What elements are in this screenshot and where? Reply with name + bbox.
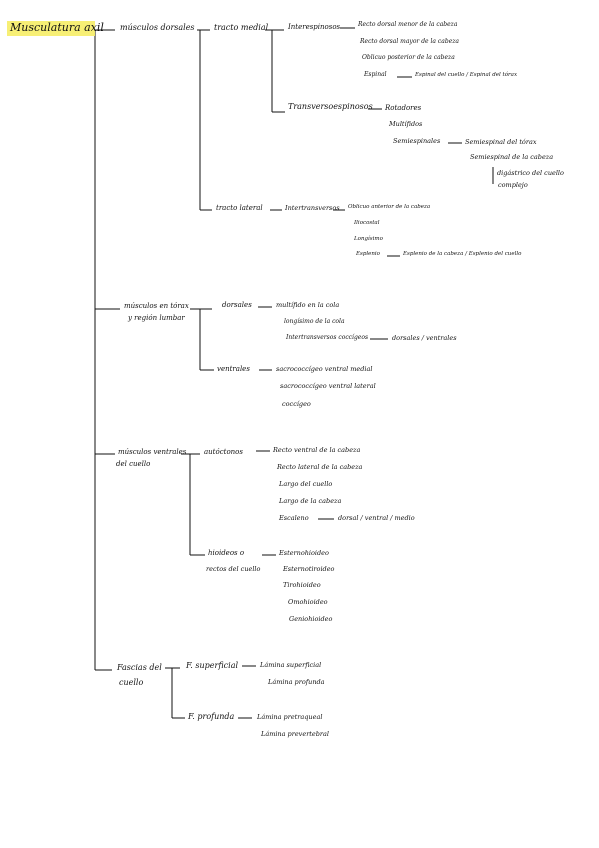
transverso-item: Multífidos bbox=[389, 120, 423, 128]
medial-label: tracto medial bbox=[214, 23, 269, 32]
cuello-label: del cuello bbox=[116, 460, 151, 468]
autoctonos-item: Largo de la cabeza bbox=[279, 497, 342, 505]
torax-ventral-item: sacrococcígeo ventral lateral bbox=[280, 382, 376, 390]
torax-dorsal-item: Intertransversos coccígeos bbox=[286, 334, 369, 341]
profunda-label: F. profunda bbox=[188, 712, 235, 721]
torax-ventral-item: sacrococcígeo ventral medial bbox=[276, 365, 373, 373]
root-title: Musculatura axil bbox=[10, 21, 104, 34]
autoctonos-item: Escaleno bbox=[279, 514, 309, 522]
torax-ventral-item: coccígeo bbox=[282, 400, 311, 408]
escaleno-detail: dorsal / ventral / medio bbox=[338, 514, 415, 522]
inter-item: Oblicuo posterior de la cabeza bbox=[362, 54, 455, 61]
esplenio-detail: Esplenio de la cabeza / Esplenio del cuello bbox=[403, 251, 522, 257]
hioideos-item: Geniohioideo bbox=[289, 615, 333, 623]
transverso-item: Semiespinales bbox=[393, 137, 441, 145]
intertrans-label: Intertransversos bbox=[285, 204, 340, 212]
autoctonos-label: autóctonos bbox=[204, 448, 243, 456]
profunda-item: Lámina pretraqueal bbox=[257, 713, 323, 721]
autoctonos-item: Recto lateral de la cabeza bbox=[277, 463, 363, 471]
intertrans-item: Longísimo bbox=[354, 236, 383, 242]
transverso-label: Transversoespinosos bbox=[288, 102, 373, 111]
superficial-item: Lámina superficial bbox=[260, 661, 322, 669]
intertrans-item: Esplenio bbox=[356, 251, 380, 257]
hioideos-label: rectos del cuello bbox=[206, 565, 261, 573]
torax-ventrales-label: ventrales bbox=[217, 365, 250, 373]
profunda-item: Lámina prevertebral bbox=[261, 730, 329, 738]
hioideos-item: Esternohioideo bbox=[279, 549, 329, 557]
autoctonos-item: Largo del cuello bbox=[279, 480, 333, 488]
lateral-label: tracto lateral bbox=[216, 204, 263, 212]
dorsales-label: músculos dorsales bbox=[120, 23, 195, 32]
transverso-item: Rotadores bbox=[385, 104, 422, 112]
cuello-label: músculos ventrales bbox=[118, 448, 187, 456]
fascias-label: Fascias del bbox=[117, 663, 162, 672]
hioideos-item: Tirohioideo bbox=[283, 581, 321, 589]
inter-item: Recto dorsal mayor de la cabeza bbox=[360, 38, 459, 45]
inter-item: Espinal bbox=[364, 71, 387, 78]
torax-label: y región lumbar bbox=[128, 314, 185, 322]
torax-dorsal-item: longísimo de la cola bbox=[284, 318, 345, 325]
superficial-label: F. superficial bbox=[186, 661, 239, 670]
superficial-item: Lámina profunda bbox=[268, 678, 325, 686]
hioideos-item: Omohioideo bbox=[288, 598, 328, 606]
espinal-detail: Espinal del cuello / Espinal del tórax bbox=[415, 72, 518, 78]
inter-item: Recto dorsal menor de la cabeza bbox=[358, 21, 458, 28]
torax-dorsales-label: dorsales bbox=[222, 301, 252, 309]
hioideos-label: hioideos o bbox=[208, 549, 245, 557]
fascias-label: cuello bbox=[119, 678, 144, 687]
torax-label: músculos en tórax bbox=[124, 302, 189, 310]
hioideos-item: Esternotiroideo bbox=[283, 565, 335, 573]
interespinosos-label: Interespinosos bbox=[288, 23, 341, 31]
sub-item: digástrico del cuello bbox=[497, 169, 564, 177]
semi-item: Semiespinal del tórax bbox=[465, 138, 537, 146]
intertrans-item: Oblicuo anterior de la cabeza bbox=[348, 204, 431, 210]
semi-item: Semiespinal de la cabeza bbox=[470, 153, 554, 161]
autoctonos-item: Recto ventral de la cabeza bbox=[273, 446, 361, 454]
torax-dorsal-item: multífido en la cola bbox=[276, 301, 340, 309]
intertrans-item: Iliocostal bbox=[354, 220, 380, 226]
sub-item: complejo bbox=[498, 181, 528, 189]
torax-dorsal-detail: dorsales / ventrales bbox=[392, 334, 457, 342]
